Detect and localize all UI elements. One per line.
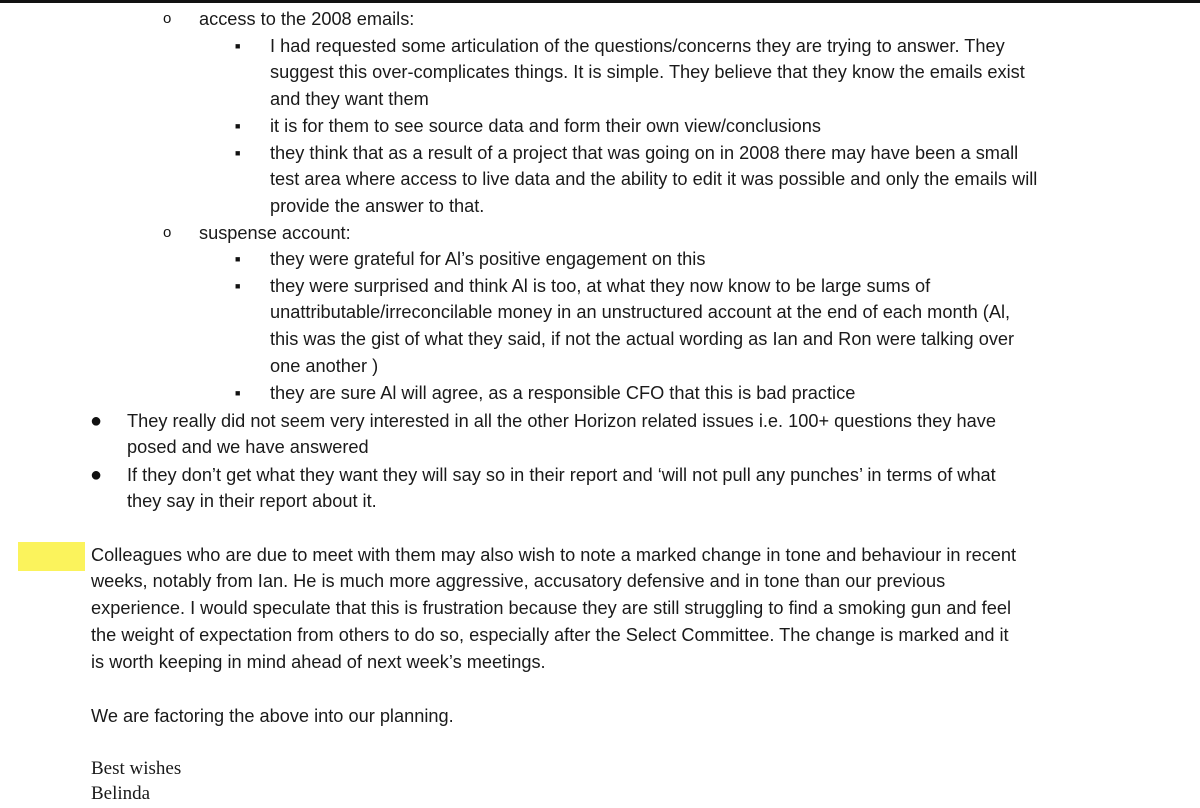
paragraph-line: the weight of expectation from others to do so, especially after the Select Committee. The change is marked and it — [91, 625, 1009, 645]
paragraph-line: is worth keeping in mind ahead of next week’s meetings. — [91, 652, 546, 672]
square-bullet-icon: ■ — [235, 148, 241, 158]
bullet-line: suggest this over-complicates things. It is simple. They believe that they know the emails exist — [270, 62, 1025, 82]
bullet-line: and they want them — [270, 89, 429, 109]
signature-line: Belinda — [91, 783, 151, 804]
square-bullet-icon: ■ — [235, 41, 241, 51]
closing-line: Best wishes — [91, 758, 182, 779]
bullet-line: this was the gist of what they said, if not the actual wording as Ian and Ron were talking over — [270, 329, 1015, 349]
bullet-line: provide the answer to that. — [270, 196, 485, 216]
bullet-line: unattributable/irreconcilable money in an unstructured account at the end of each month (Al, — [270, 302, 1011, 322]
bullet-line: They really did not seem very interested in all the other Horizon related issues i.e. 100+ questions they have — [127, 411, 996, 431]
paragraph-line: experience. I would speculate that this is frustration because they are still struggling to find a smoking gun and feel — [91, 598, 1012, 618]
bullet-line: it is for them to see source data and form their own view/conclusions — [270, 116, 821, 136]
round-bullet-icon: ● — [90, 410, 103, 432]
circle-bullet-icon: o — [163, 10, 172, 27]
square-bullet-icon: ■ — [235, 281, 241, 291]
bullet-line: they say in their report about it. — [127, 491, 377, 511]
square-bullet-icon: ■ — [235, 121, 241, 131]
bullet-line: they think that as a result of a project that was going on in 2008 there may have been a small — [270, 143, 1019, 163]
bullet-line: posed and we have answered — [127, 437, 369, 457]
sub-item-heading: suspense account: — [199, 223, 351, 243]
square-bullet-icon: ■ — [235, 388, 241, 398]
bullet-line: they were surprised and think Al is too, at what they now know to be large sums of — [270, 276, 931, 296]
paragraph-line: Colleagues who are due to meet with them may also wish to note a marked change in tone and behaviour in recent — [91, 545, 1017, 565]
round-bullet-icon: ● — [90, 464, 103, 486]
sub-item-heading: access to the 2008 emails: — [199, 9, 415, 29]
square-bullet-icon: ■ — [235, 254, 241, 264]
paragraph-line: weeks, notably from Ian. He is much more aggressive, accusatory defensive and in tone than our previous — [91, 571, 946, 591]
bullet-line: If they don’t get what they want they will say so in their report and ‘will not pull any punches’ in terms of what — [127, 465, 996, 485]
circle-bullet-icon: o — [163, 224, 172, 241]
bullet-line: they were grateful for Al’s positive engagement on this — [270, 249, 706, 269]
bullet-line: one another ) — [270, 356, 379, 376]
bullet-line: I had requested some articulation of the questions/concerns they are trying to answer. They — [270, 36, 1005, 56]
bullet-line: test area where access to live data and the ability to edit it was possible and only the emails will — [270, 169, 1038, 189]
planning-line: We are factoring the above into our planning. — [91, 706, 454, 726]
bullet-line: they are sure Al will agree, as a responsible CFO that this is bad practice — [270, 383, 856, 403]
yellow-highlight-mark — [18, 542, 85, 571]
page-top-rule — [0, 0, 1200, 3]
